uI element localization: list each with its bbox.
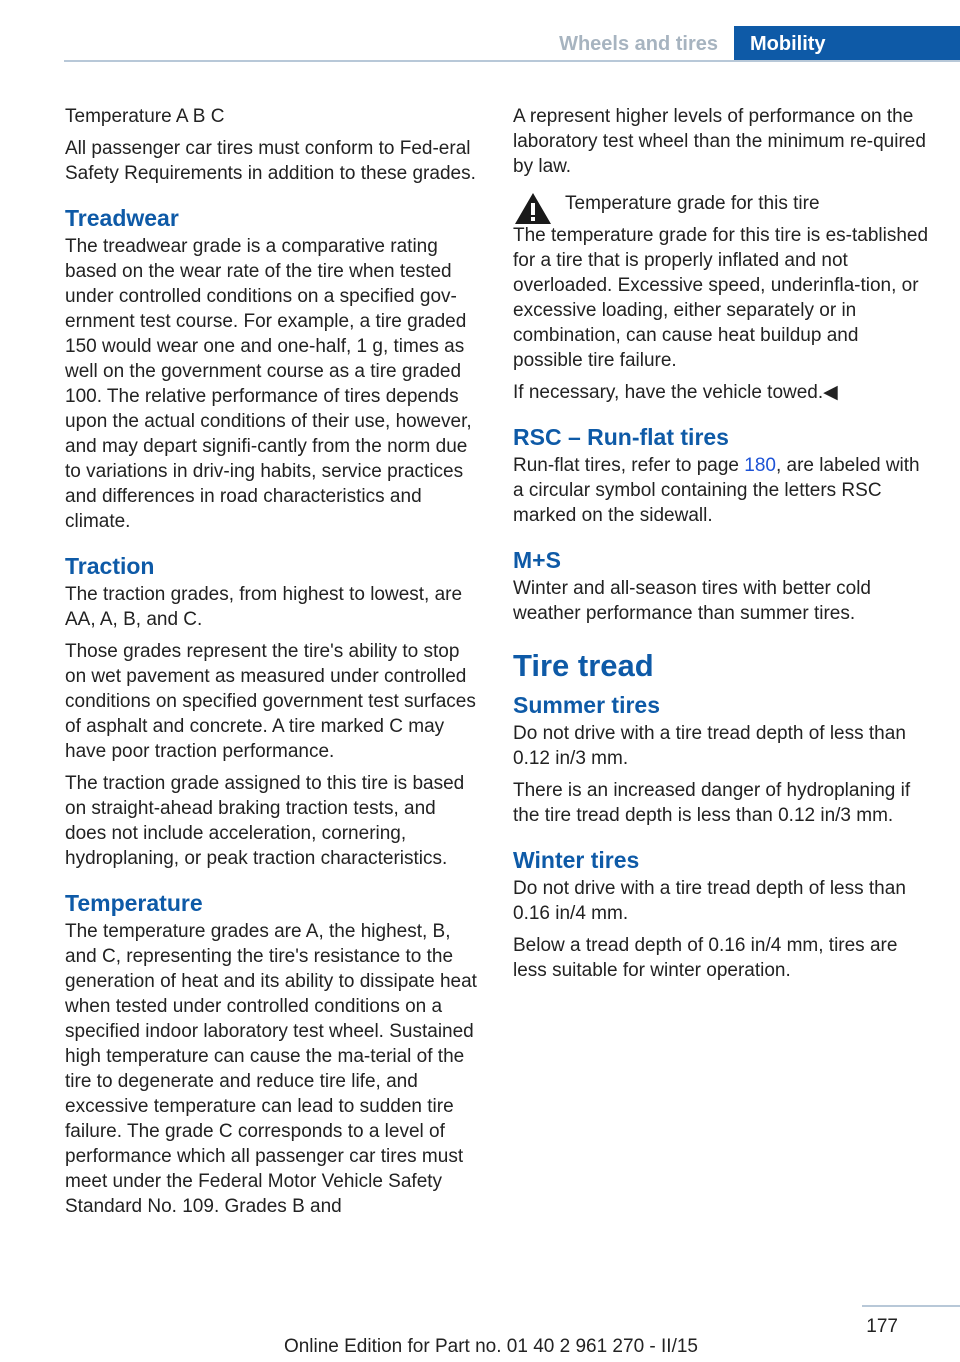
ms-paragraph: Winter and all-season tires with better cold weather performance than summer tires. [513,578,871,624]
page-number: 177 [866,1316,898,1337]
traction-paragraph-1: The traction grades, from highest to lowest, are AA, A, B, and C. [65,584,463,630]
winter-paragraph-1: Do not drive with a tire tread depth of less than 0.16 in/4 mm. [513,878,906,924]
warning-triangle-icon [513,191,553,227]
temperature-paragraph: The temperature grades are A, the highest, B, and C, representing the tire's resistance to the generation of heat and its ability to dissipate heat when tested under controlled conditions on a specified indoor laboratory test wheel. Sustained high temperature can cause the ma-terial of the tire to degenerate and reduce tire life, and excessive temperature can lead to sudden tire failure. The grade C corresponds to a level of performance which all passenger car tires must meet under the Federal Motor Vehicle Safety Standard No. 109. Grades B and [65,921,477,1217]
edition-note: Online Edition for Part no. 01 40 2 961 270 - II/15 [283,1336,698,1357]
traction-heading: Traction [65,553,155,579]
rsc-text-before: Run-flat tires, refer to page [513,455,745,476]
right-column [513,104,933,990]
towing-note: If necessary, have the vehicle towed.◀ [513,382,838,403]
warning-text: The temperature grade for this tire is es-tablished for a tire that is properly inflated and not overloaded. Excessive speed, underinfla-tion, or excessive loading, either separately or in combination, can cause heat buildup and possible tire failure. [513,225,929,371]
page-header [0,0,960,62]
ms-heading: M+S [513,547,561,573]
rsc-heading: RSC – Run-flat tires [513,424,729,450]
traction-paragraph-3: The traction grade assigned to this tire is based on straight-ahead braking traction tests, and does not include acceleration, cornering, hydroplaning, or peak traction characteristics. [65,773,465,869]
page-180-link[interactable]: 180 [744,455,776,476]
summer-tires-heading: Summer tires [513,692,661,718]
treadwear-paragraph: The treadwear grade is a comparative rating based on the wear rate of the tire when tested under controlled conditions on a specified gov-ernment test course. For example, a tire graded 150 would wear one and one-half, 1 g, times as well on the government course as a tire graded 100. The relative performance of tires depends upon the actual conditions of their use, however, and may depart signifi-cantly from the norm due to variations in driv-ing habits, service practices and differences in road characteristics and climate. [65,236,472,532]
left-column [65,104,481,1226]
summer-paragraph-1: Do not drive with a tire tread depth of less than 0.12 in/3 mm. [513,723,906,769]
winter-paragraph-2: Below a tread depth of 0.16 in/4 mm, tires are less suitable for winter operation. [513,935,898,981]
temperature-heading: Temperature [65,890,203,916]
continued-paragraph: A represent higher levels of performance on the laboratory test wheel than the minimum re-quired by law. [513,106,926,177]
traction-paragraph-2: Those grades represent the tire's ability to stop on wet pavement as measured under controlled conditions on specified government test surfaces of asphalt and concrete. A tire marked C may have poor traction performance. [65,641,476,762]
winter-tires-heading: Winter tires [513,847,640,873]
rsc-paragraph [513,453,933,528]
chapter-tab[interactable]: Mobility [734,26,960,62]
tire-tread-heading: Tire tread [513,648,654,683]
intro-title: Temperature A B C [65,106,225,127]
treadwear-heading: Treadwear [65,205,179,231]
footer-divider [862,1305,960,1307]
rsc-text-after: , are labeled with a circular symbol containing the letters RSC marked on the sidewall. [513,455,920,526]
section-tab[interactable]: Wheels and tires [559,33,718,55]
warning-title: Temperature grade for this tire [565,193,820,214]
summer-paragraph-2: There is an increased danger of hydroplaning if the tire tread depth is less than 0.12 in/3 mm. [513,780,911,826]
warning-box [513,191,933,373]
header-divider [64,60,960,62]
intro-paragraph: All passenger car tires must conform to Fed-eral Safety Requirements in addition to these grades. [65,138,476,184]
